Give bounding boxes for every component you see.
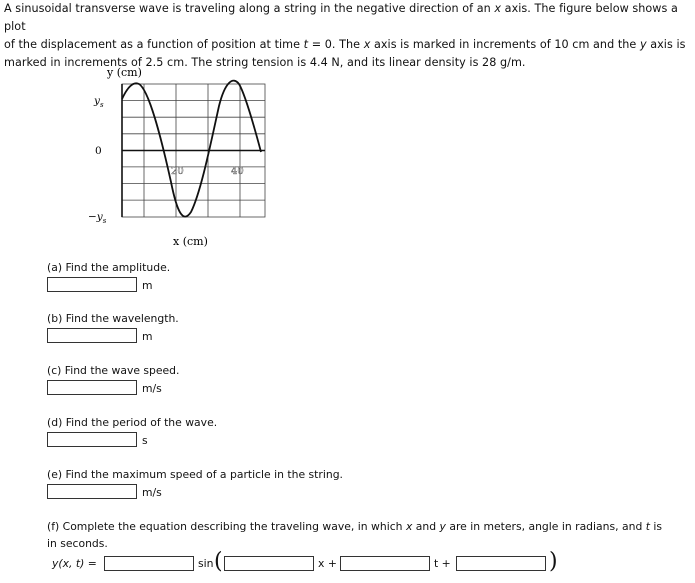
intro-text: of the displacement as a function of position at time — [4, 38, 304, 51]
x-plus-label: x + — [318, 557, 337, 570]
y-axis-label: y (cm) — [107, 66, 142, 79]
question-a-label: (a) Find the amplitude. — [47, 261, 171, 274]
intro-text: axis is — [646, 38, 686, 51]
question-b-label: (b) Find the wavelength. — [47, 312, 179, 325]
var-y: y — [639, 38, 647, 51]
x-tick-40: 40 — [231, 166, 244, 177]
intro-text: axis is marked in increments of 10 cm and the — [370, 38, 640, 51]
angular-frequency-input[interactable] — [340, 556, 430, 571]
question-e-label: (e) Find the maximum speed of a particle in the string. — [47, 468, 343, 481]
y-min-label — [88, 211, 107, 225]
var-t: t — [303, 38, 309, 51]
t-plus-label: t + — [434, 557, 451, 570]
part-f-text: is — [649, 520, 663, 533]
wave-speed-input[interactable] — [47, 380, 137, 395]
var-x: x — [405, 520, 413, 533]
amplitude-coefficient-input[interactable] — [104, 556, 194, 571]
part-f-text: and — [412, 520, 440, 533]
max-particle-speed-input[interactable] — [47, 484, 137, 499]
var-x: x — [494, 2, 502, 15]
x-axis-label: x (cm) — [173, 235, 208, 248]
max-particle-speed-unit: m/s — [142, 486, 162, 499]
wavelength-unit: m — [142, 330, 153, 343]
intro-text: = 0. The — [308, 38, 364, 51]
amplitude-unit: m — [142, 279, 153, 292]
var-y: y — [439, 520, 446, 533]
part-f-line-2: in seconds. — [47, 537, 108, 550]
y-max-label — [93, 95, 104, 109]
wavelength-input[interactable] — [47, 328, 137, 343]
part-f-text: (f) Complete the equation describing the traveling wave, in which — [47, 520, 406, 533]
question-d-label: (d) Find the period of the wave. — [47, 416, 218, 429]
question-f-label — [47, 518, 687, 552]
x-tick-20: 20 — [171, 166, 184, 177]
intro-line-3: marked in increments of 2.5 cm. The string tension is 4.4 N, and its linear density is 28 g/m. — [4, 56, 526, 69]
wave-number-input[interactable] — [224, 556, 314, 571]
period-unit: s — [142, 434, 148, 447]
period-input[interactable] — [47, 432, 137, 447]
open-paren: ( — [214, 549, 223, 574]
y-max-subscript: s — [99, 101, 104, 109]
part-f-text: are in meters, angle in radians, and — [445, 520, 646, 533]
y-min-subscript: s — [102, 217, 107, 225]
zero-label: 0 — [95, 145, 102, 157]
sin-label: sin — [198, 557, 214, 570]
intro-line-2 — [4, 36, 692, 54]
amplitude-input[interactable] — [47, 277, 137, 292]
close-paren: ) — [549, 549, 558, 574]
var-x: x — [363, 38, 371, 51]
phase-constant-input[interactable] — [456, 556, 546, 571]
question-c-label: (c) Find the wave speed. — [47, 364, 180, 377]
y-min-letter: −y — [88, 211, 103, 223]
intro-text: A sinusoidal transverse wave is traveling along a string in the negative direction of an — [4, 2, 495, 15]
wave-figure — [85, 62, 285, 252]
var-t: t — [645, 520, 650, 533]
intro-line-1 — [4, 0, 692, 36]
part-f-line-1 — [47, 518, 687, 535]
y-max-letter: y — [94, 95, 100, 107]
equation-lhs: y(x, t) = — [52, 557, 97, 570]
wave-speed-unit: m/s — [142, 382, 162, 395]
intro-text: axis. The figure below shows a plot — [4, 2, 678, 33]
